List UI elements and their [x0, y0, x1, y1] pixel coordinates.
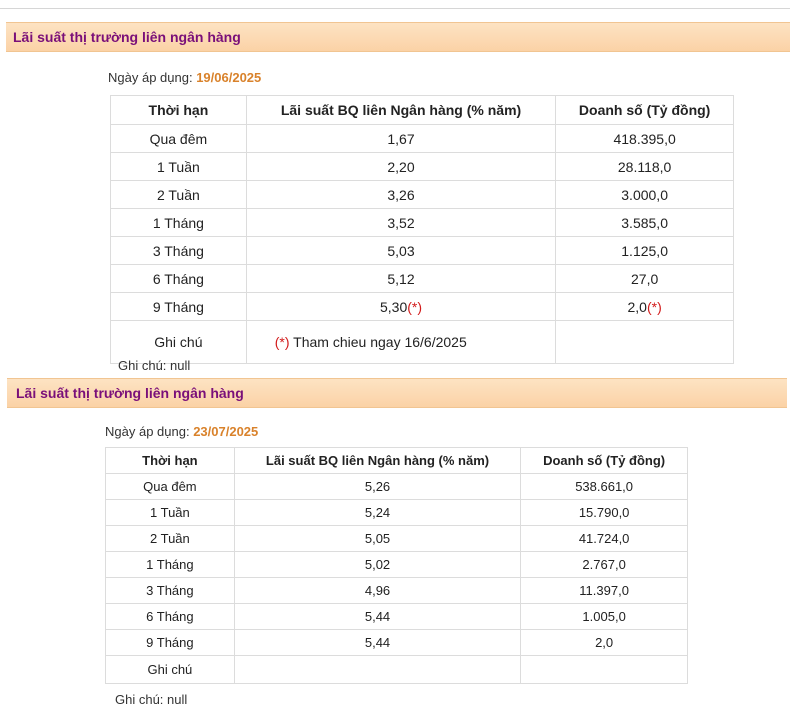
volume-cell: 11.397,0	[521, 578, 688, 604]
table-row	[106, 474, 688, 500]
rate-value: 5,30	[379, 298, 408, 315]
rate-cell: 5,12	[246, 265, 555, 293]
table-header-row	[111, 96, 734, 125]
volume-value: 2,0	[627, 298, 647, 315]
date-label: Ngày áp dụng:	[108, 70, 193, 85]
term-cell: 1 Tháng	[106, 552, 235, 578]
volume-cell: 3.000,0	[556, 181, 734, 209]
table-row	[106, 604, 688, 630]
rate-table	[110, 95, 734, 364]
note-text-cell	[234, 656, 520, 684]
reference-mark: (*)	[646, 298, 662, 315]
col-header-rate: Lãi suất BQ liên Ngân hàng (% năm)	[246, 96, 555, 125]
term-cell: 1 Tuần	[111, 153, 247, 181]
col-header-term: Thời hạn	[106, 448, 235, 474]
volume-cell: 2.767,0	[521, 552, 688, 578]
table-row	[106, 630, 688, 656]
date-line	[105, 424, 258, 439]
date-label: Ngày áp dụng:	[105, 424, 190, 439]
term-cell: 2 Tuần	[111, 181, 247, 209]
volume-cell: 15.790,0	[521, 500, 688, 526]
table-row	[111, 181, 734, 209]
panel-header	[6, 22, 790, 52]
rate-cell: 5,44	[234, 630, 520, 656]
note-label-cell: Ghi chú	[106, 656, 235, 684]
term-cell: 9 Tháng	[106, 630, 235, 656]
rate-cell: 5,05	[234, 526, 520, 552]
term-cell: Qua đêm	[111, 125, 247, 153]
volume-cell: 27,0	[556, 265, 734, 293]
rate-cell: 2,20	[246, 153, 555, 181]
volume-cell: 2,0	[521, 630, 688, 656]
rate-cell: 1,67	[246, 125, 555, 153]
term-cell: 6 Tháng	[111, 265, 247, 293]
volume-cell	[556, 293, 734, 321]
table-row	[106, 526, 688, 552]
col-header-volume: Doanh số (Tỷ đồng)	[556, 96, 734, 125]
panel-header-title: Lãi suất thị trường liên ngân hàng	[13, 29, 241, 45]
table-header-row	[106, 448, 688, 474]
term-cell: 2 Tuần	[106, 526, 235, 552]
date-value: 23/07/2025	[193, 424, 259, 439]
rate-table	[105, 447, 688, 684]
table-row	[106, 578, 688, 604]
volume-cell: 538.661,0	[521, 474, 688, 500]
rate-cell: 5,24	[234, 500, 520, 526]
col-header-volume: Doanh số (Tỷ đồng)	[521, 448, 688, 474]
note-footer-clip	[118, 359, 190, 370]
table-row	[106, 552, 688, 578]
note-text-cell	[246, 321, 555, 364]
col-header-rate: Lãi suất BQ liên Ngân hàng (% năm)	[234, 448, 520, 474]
volume-cell: 41.724,0	[521, 526, 688, 552]
rate-cell: 5,02	[234, 552, 520, 578]
term-cell: Qua đêm	[106, 474, 235, 500]
rate-cell: 5,44	[234, 604, 520, 630]
rate-cell: 3,52	[246, 209, 555, 237]
term-cell: 6 Tháng	[106, 604, 235, 630]
volume-cell: 1.125,0	[556, 237, 734, 265]
note-empty-cell	[521, 656, 688, 684]
volume-cell: 418.395,0	[556, 125, 734, 153]
panel-header	[7, 378, 787, 408]
panel-header-title: Lãi suất thị trường liên ngân hàng	[16, 385, 244, 401]
note-label-cell: Ghi chú	[111, 321, 247, 364]
rate-cell: 5,26	[234, 474, 520, 500]
note-row	[111, 321, 734, 364]
term-cell: 1 Tháng	[111, 209, 247, 237]
col-header-term: Thời hạn	[111, 96, 247, 125]
note-row	[106, 656, 688, 684]
date-line	[108, 70, 261, 85]
term-cell: 1 Tuần	[106, 500, 235, 526]
note-text: Tham chieu ngay 16/6/2025	[289, 334, 467, 350]
rate-cell: 4,96	[234, 578, 520, 604]
note-footer: Ghi chú: null	[115, 692, 188, 707]
rate-cell: 3,26	[246, 181, 555, 209]
volume-cell: 1.005,0	[521, 604, 688, 630]
date-value: 19/06/2025	[196, 70, 262, 85]
note-footer: Ghi chú: null	[118, 359, 191, 370]
volume-cell: 28.118,0	[556, 153, 734, 181]
table-row	[111, 153, 734, 181]
reference-mark: (*)	[407, 298, 423, 315]
table-row	[111, 293, 734, 321]
table-row	[111, 209, 734, 237]
volume-cell: 3.585,0	[556, 209, 734, 237]
table-row	[111, 265, 734, 293]
top-divider	[0, 8, 790, 9]
table-row	[106, 500, 688, 526]
table-row	[111, 237, 734, 265]
term-cell: 9 Tháng	[111, 293, 247, 321]
term-cell: 3 Tháng	[106, 578, 235, 604]
table-row	[111, 125, 734, 153]
term-cell: 3 Tháng	[111, 237, 247, 265]
rate-cell	[246, 293, 555, 321]
note-empty-cell	[556, 321, 734, 364]
reference-mark: (*)	[274, 334, 290, 350]
rate-cell: 5,03	[246, 237, 555, 265]
